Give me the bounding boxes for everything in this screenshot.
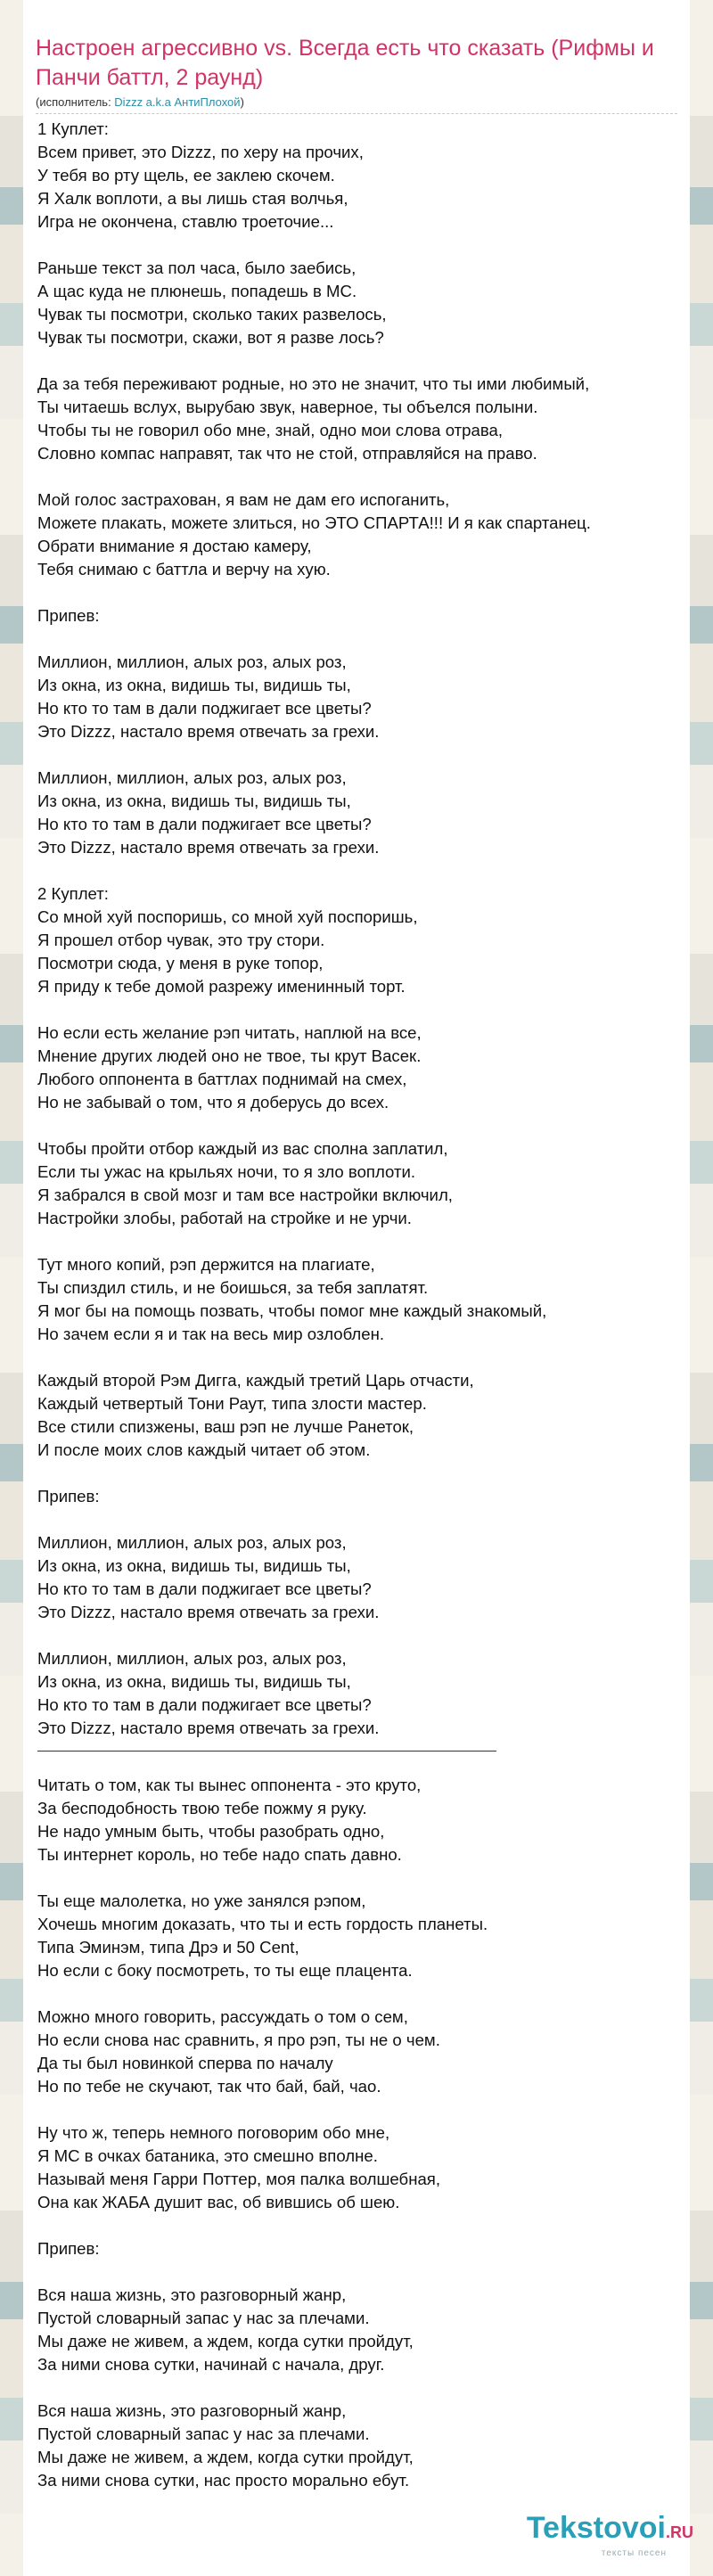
lyric-line: Да за тебя переживают родные, но это не значит, что ты ими любимый, [37,374,590,393]
lyrics-card [23,0,690,2576]
lyric-line [37,628,679,651]
right-decorative-stripes [690,0,713,2576]
lyric-line: Я прошел отбор чувак, это тру стори. [37,931,325,949]
lyric-line: Из окна, из окна, видишь ты, видишь ты, [37,1672,351,1691]
lyric-line: Но если снова нас сравнить, я про рэп, ты не о чем. [37,2030,440,2049]
lyric-line: Мы даже не живем, а ждем, когда сутки пройдут, [37,2332,414,2350]
lyric-line: Мы даже не живем, а ждем, когда сутки пройдут, [37,2448,414,2466]
lyric-line: Чтобы пройти отбор каждый из вас сполна заплатил, [37,1139,448,1158]
lyric-line [37,2098,679,2121]
lyric-line: Всем привет, это Dizzz, по херу на прочих, [37,143,364,161]
lyric-line: Ты интернет король, но тебе надо спать давно. [37,1845,402,1864]
lyrics-text [37,118,679,2492]
logo-text: Tekstovoi [526,2511,666,2545]
lyric-line: Но кто то там в дали поджигает все цветы? [37,815,372,833]
lyric-line: Но кто то там в дали поджигает все цветы? [37,699,372,718]
lyric-line: Пустой словарный запас у нас за плечами. [37,2309,370,2327]
lyric-line: Из окна, из окна, видишь ты, видишь ты, [37,1556,351,1575]
lyric-line: Словно компас направят, так что не стой, отправляйся на право. [37,444,537,463]
lyric-line: Называй меня Гарри Поттер, моя палка волшебная, [37,2170,441,2188]
lyric-line: За бесподобность твою тебе пожму я руку. [37,1799,367,1817]
lyric-line: Вся наша жизнь, это разговорный жанр, [37,2285,347,2304]
lyric-line [37,1230,679,1253]
lyric-line: Можно много говорить, рассуждать о том о сем, [37,2007,408,2026]
lyric-line: Тебя снимаю с баттла и верчу на хую. [37,560,331,578]
lyric-line: За ними снова сутки, нас просто морально ебут. [37,2471,410,2490]
site-logo[interactable] [506,2512,693,2558]
lyric-line: Читать о том, как ты вынес оппонента - это круто, [37,1776,422,1794]
lyric-line: Со мной хуй поспоришь, со мной хуй поспоришь, [37,907,418,926]
lyric-line: Игра не окончена, ставлю троеточие... [37,212,334,231]
lyrics-part-2 [37,1774,679,2492]
lyric-line: Раньше текст за пол часа, было заебись, [37,258,356,277]
lyric-line: Это Dizzz, настало время отвечать за грехи. [37,838,380,857]
logo-tagline: тексты песен [601,2548,667,2558]
logo-tld: .RU [666,2523,693,2541]
lyric-line: Но по тебе не скучают, так что бай, бай, чао. [37,2077,381,2096]
lyric-line: Чувак ты посмотри, сколько таких развелось, [37,305,387,324]
lyric-line: Но не забывай о том, что я доберусь до всех. [37,1093,389,1112]
lyric-line: 2 Куплет: [37,884,109,903]
lyric-line: Ты еще малолетка, но уже занялся рэпом, [37,1891,366,1910]
lyric-line [37,234,679,257]
lyric-line: Каждый второй Рэм Дигга, каждый третий Царь отчасти, [37,1371,474,1390]
lyric-line [37,1508,679,1531]
lyric-line: Она как ЖАБА душит вас, об вившись об шею. [37,2193,400,2211]
lyric-line: Хочешь многим доказать, что ты и есть гордость планеты. [37,1915,488,1933]
performer-prefix: (исполнитель: [36,95,115,109]
lyric-line: Но если с боку посмотреть, то ты еще плацента. [37,1961,413,1980]
lyric-line: Каждый четвертый Тони Раут, типа злости мастер. [37,1394,427,1413]
lyric-line: Мой голос застрахован, я вам не дам его испоганить, [37,490,450,509]
lyric-line: Припев: [37,1487,100,1505]
lyric-line [37,1346,679,1369]
lyric-line: Ты читаешь вслух, вырубаю звук, наверное, ты объелся полыни. [37,398,538,416]
lyric-line: Но кто то там в дали поджигает все цветы? [37,1579,372,1598]
lyric-line: Чтобы ты не говорил обо мне, знай, одно мои слова отрава, [37,421,503,439]
song-title: Настроен агрессивно vs. Всегда есть что сказать (Рифмы и Панчи баттл, 2 раунд) [36,36,654,90]
lyric-line [37,1114,679,1137]
lyric-line: Да ты был новинкой сперва по началу [37,2054,333,2072]
lyric-line: Припев: [37,2239,100,2258]
lyric-line: Настройки злобы, работай на стройке и не урчи. [37,1209,412,1227]
lyrics-part-1 [37,118,679,1740]
lyric-line [37,2376,679,2400]
lyric-line: У тебя во рту щель, ее заклею скочем. [37,166,335,185]
lyric-line: Но если есть желание рэп читать, наплюй на все, [37,1023,422,1042]
lyric-line: Это Dizzz, настало время отвечать за грехи. [37,722,380,741]
lyric-line: Я Халк воплоти, а вы лишь стая волчья, [37,189,348,208]
lyric-line: Посмотри сюда, у меня в руке топор, [37,954,324,972]
lyric-line [37,1982,679,2006]
lyric-line: И после моих слов каждый читает об этом. [37,1440,371,1459]
lyric-line: Любого оппонента в баттлах поднимай на смех, [37,1070,407,1088]
lyric-line [37,581,679,604]
lyric-line [37,743,679,767]
song-header [36,34,677,114]
lyric-line: Миллион, миллион, алых роз, алых роз, [37,1533,347,1552]
lyric-line [37,859,679,882]
lyric-line: Но кто то там в дали поджигает все цветы? [37,1695,372,1714]
lyric-line: Миллион, миллион, алых роз, алых роз, [37,652,347,671]
lyric-line: Миллион, миллион, алых роз, алых роз, [37,768,347,787]
lyric-line [37,465,679,488]
performer-line [36,94,677,114]
lyric-line: Припев: [37,606,100,625]
lyric-line [37,2260,679,2284]
lyric-line: 1 Куплет: [37,119,109,138]
lyric-line: Я МС в очках батаника, это смешно вполне. [37,2146,378,2165]
lyric-line: За ними снова сутки, начинай с начала, друг. [37,2355,385,2374]
lyric-line: Но зачем если я и так на весь мир озлоблен. [37,1325,385,1343]
lyric-line: Я мог бы на помощь позвать, чтобы помог мне каждый знакомый, [37,1301,547,1320]
performer-suffix: ) [240,95,244,109]
lyric-line: Из окна, из окна, видишь ты, видишь ты, [37,676,351,694]
lyric-line: Тут много копий, рэп держится на плагиате, [37,1255,375,1274]
lyric-line [37,2214,679,2237]
left-decorative-stripes [0,0,23,2576]
lyrics-separator [37,1751,496,1752]
lyric-line: Типа Эминэм, типа Дрэ и 50 Cent, [37,1938,299,1957]
lyric-line: Не надо умным быть, чтобы разобрать одно, [37,1822,385,1841]
lyric-line: Если ты ужас на крыльях ночи, то я зло воплоти. [37,1162,416,1181]
lyric-line: Я забрался в свой мозг и там все настройки включил, [37,1185,453,1204]
lyric-line: А щас куда не плюнешь, попадешь в МС. [37,282,357,300]
lyric-line [37,1866,679,1890]
lyric-line: Мнение других людей оно не твое, ты крут Васек. [37,1046,422,1065]
lyric-line: Это Dizzz, настало время отвечать за грехи. [37,1603,380,1621]
lyric-line: Миллион, миллион, алых роз, алых роз, [37,1649,347,1668]
lyric-line [37,349,679,373]
lyric-line [37,1624,679,1647]
lyric-line: Можете плакать, можете злиться, но ЭТО СПАРТА!!! И я как спартанец. [37,513,591,532]
lyric-line: Ну что ж, теперь немного поговорим обо мне, [37,2123,390,2142]
lyric-line: Все стили спизжены, ваш рэп не лучше Ранеток, [37,1417,414,1436]
lyric-line [37,1462,679,1485]
lyric-line: Из окна, из окна, видишь ты, видишь ты, [37,792,351,810]
lyric-line: Я приду к тебе домой разрежу именинный торт. [37,977,406,996]
lyric-line: Обрати внимание я достаю камеру, [37,537,312,555]
performer-link[interactable]: Dizzz a.k.a АнтиПлохой [114,95,241,109]
lyric-line: Пустой словарный запас у нас за плечами. [37,2424,370,2443]
lyric-line: Это Dizzz, настало время отвечать за грехи. [37,1719,380,1737]
lyric-line: Вся наша жизнь, это разговорный жанр, [37,2401,347,2420]
lyric-line: Чувак ты посмотри, скажи, вот я разве лось? [37,328,384,347]
lyric-line [37,998,679,1021]
lyric-line: Ты спиздил стиль, и не боишься, за тебя заплатят. [37,1278,429,1297]
